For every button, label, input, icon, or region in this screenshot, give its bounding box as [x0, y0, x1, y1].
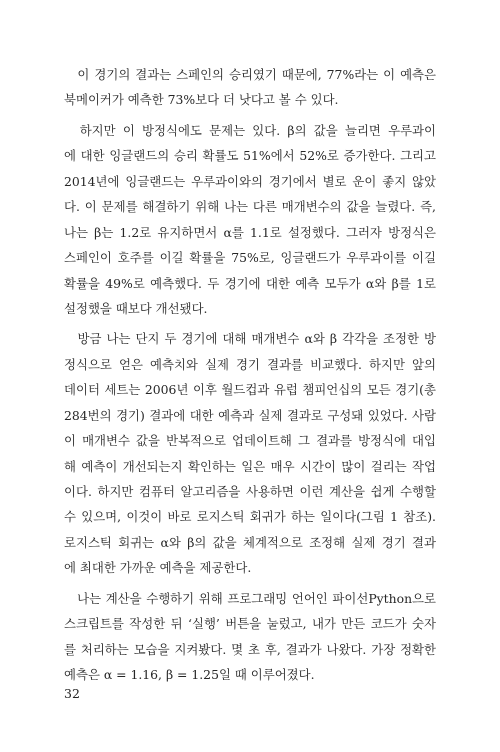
text-line: 나는 계산을 수행하기 위해 프로그래밍 언어인 파이선Python으로 — [64, 590, 436, 606]
text-line: 이 매개변수 값을 반복적으로 업데이트해 그 결과를 방정식에 대입 — [64, 433, 436, 449]
text-line: 수 있으며, 이것이 바로 로지스틱 회귀가 하는 일이다(그림 1 참조). — [64, 509, 436, 525]
text-line: 2014년에 잉글랜드는 우루과이와의 경기에서 별로 운이 좋지 않았 — [64, 173, 436, 189]
text-line: 하지만 이 방정식에도 문제는 있다. β의 값을 늘리면 우루과이 — [64, 122, 436, 138]
text-line: 에 최대한 가까운 예측을 제공한다. — [64, 560, 252, 576]
text-line: 설정했을 때보다 개선됐다. — [64, 300, 208, 316]
text-line: 데이터 세트는 2006년 이후 월드컵과 유럽 챔피언십의 모든 경기(총 — [64, 382, 436, 398]
text-line: 이 경기의 결과는 스페인의 승리였기 때문에, 77%라는 이 예측은 — [64, 67, 436, 82]
text-line: 해 예측이 개선되는지 확인하는 일은 매우 시간이 많이 걸리는 작업 — [64, 458, 436, 474]
text-line: 정식으로 얻은 예측치와 실제 경기 결과를 비교했다. 하지만 앞의 — [64, 356, 436, 372]
text-line: 로지스틱 회귀는 α와 β의 값을 체계적으로 조정해 실제 경기 결과 — [64, 534, 436, 550]
text-line: 방금 나는 단지 두 경기에 대해 매개변수 α와 β 각각을 조정한 방 — [64, 331, 436, 347]
text-line: 를 처리하는 모습을 지켜봤다. 몇 초 후, 결과가 나왔다. 가장 정확한 — [64, 641, 436, 657]
text-line: 나는 β는 1.2로 유지하면서 α를 1.1로 설정했다. 그러자 방정식은 — [64, 224, 436, 240]
text-line: 스크립트를 작성한 뒤 ‘실행’ 버튼을 눌렀고, 내가 만든 코드가 숫자 — [64, 616, 436, 632]
text-line: 이다. 하지만 컴퓨터 알고리즘을 사용하면 이런 계산을 쉽게 수행할 — [64, 484, 436, 499]
text-line: 다. 이 문제를 해결하기 위해 나는 다른 매개변수의 값을 늘렸다. 즉, — [64, 199, 436, 215]
text-line: 예측은 α = 1.16, β = 1.25일 때 이루어졌다. — [64, 667, 315, 683]
text-line: 북메이커가 예측한 73%보다 더 낫다고 볼 수 있다. — [64, 92, 339, 108]
text-line: 스페인이 호주를 이길 확률을 75%로, 잉글랜드가 우루과이를 이길 — [64, 250, 436, 266]
text-line: 에 대한 잉글랜드의 승리 확률도 51%에서 52%로 증가한다. 그리고 — [64, 148, 436, 164]
body-text — [64, 62, 436, 688]
page-number: 32 — [64, 686, 80, 701]
text-line: 284번의 경기) 결과에 대한 예측과 실제 결과로 구성돼 있었다. 사람 — [64, 407, 436, 423]
text-line: 확률을 49%로 예측했다. 두 경기에 대한 예측 모두가 α와 β를 1로 — [64, 275, 436, 291]
